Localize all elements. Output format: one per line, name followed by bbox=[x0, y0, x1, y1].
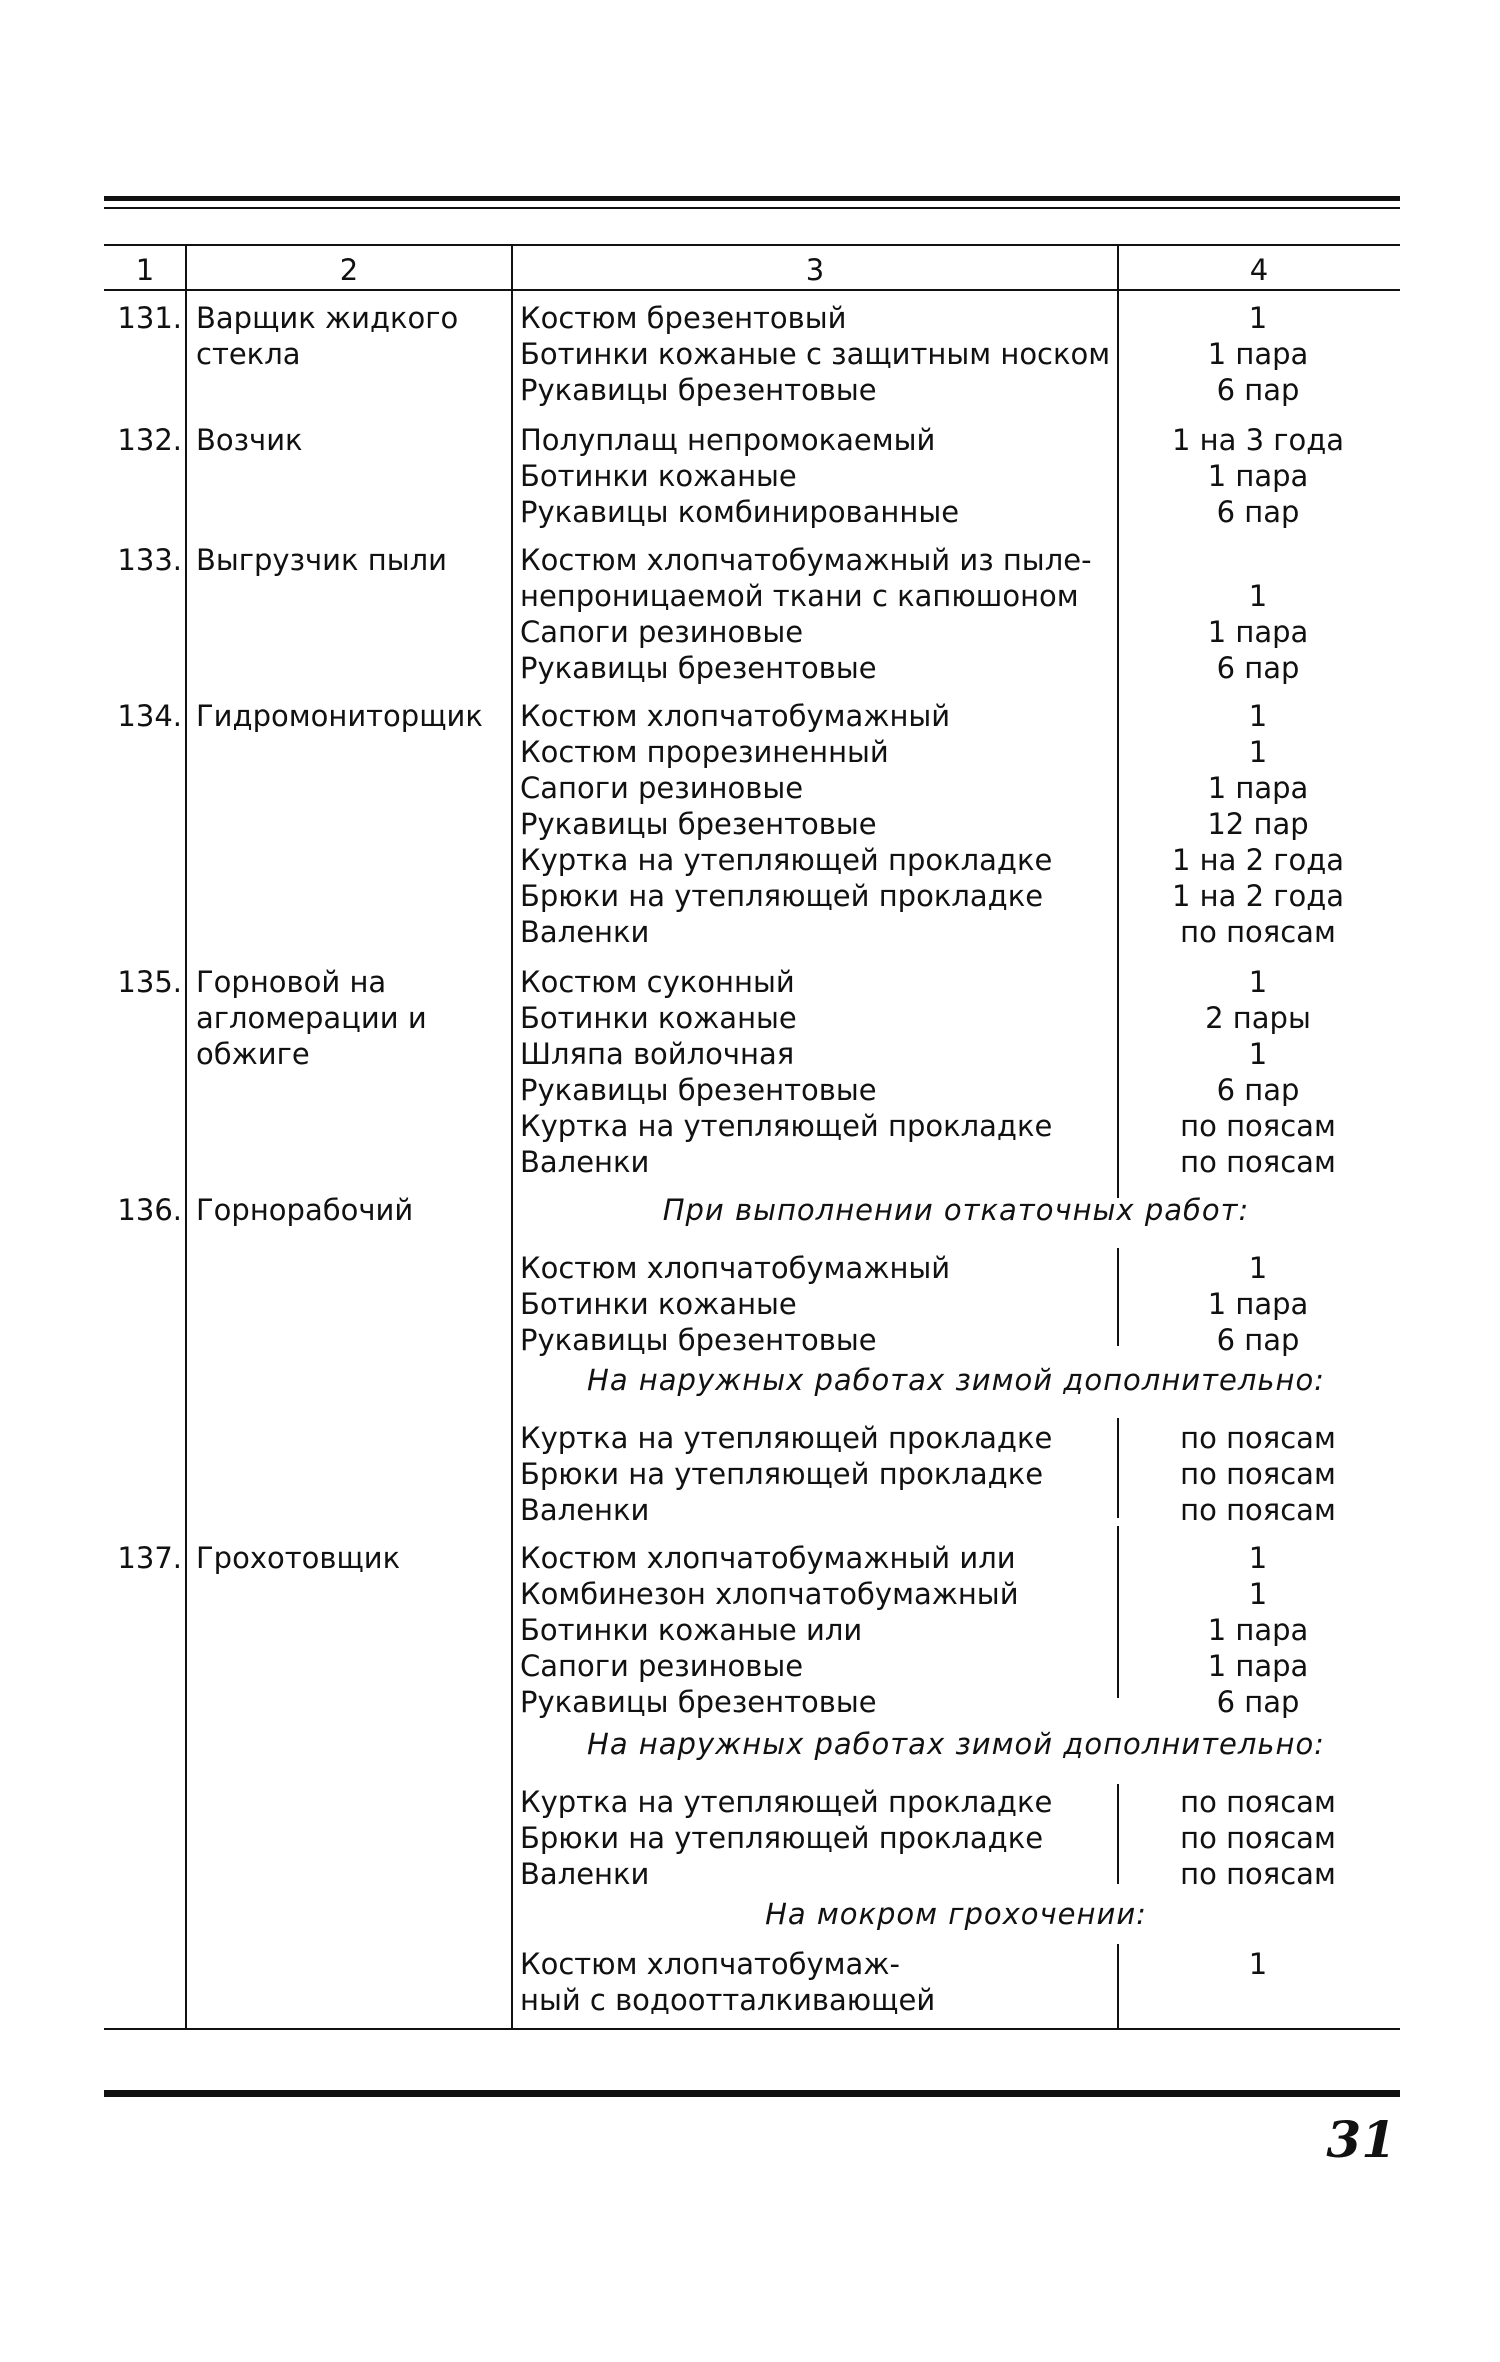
item: Валенки bbox=[520, 915, 650, 949]
item: Валенки bbox=[520, 1493, 650, 1527]
quantity: 2 пары bbox=[1205, 1001, 1311, 1035]
profession-name: Гидромониторщик bbox=[196, 699, 483, 733]
item: Ботинки кожаные bbox=[520, 1001, 797, 1035]
profession-name: Выгрузчик пыли bbox=[196, 543, 447, 577]
item: Костюм суконный bbox=[520, 965, 795, 999]
quantity: 1 bbox=[1248, 1251, 1268, 1285]
item: Валенки bbox=[520, 1857, 650, 1891]
quantity: 1 пара bbox=[1207, 1613, 1309, 1647]
quantity: 6 пар bbox=[1216, 1073, 1300, 1107]
profession-name: Возчик bbox=[196, 423, 303, 457]
item: Сапоги резиновые bbox=[520, 615, 804, 649]
item: Полуплащ непромокаемый bbox=[520, 423, 936, 457]
quantity: по поясам bbox=[1180, 1493, 1336, 1527]
item: ный с водоотталкивающей bbox=[520, 1983, 936, 2017]
row-number: 133. bbox=[117, 543, 182, 577]
item: Рукавицы комбинированные bbox=[520, 495, 960, 529]
item: Рукавицы брезентовые bbox=[520, 651, 877, 685]
item: Сапоги резиновые bbox=[520, 1649, 804, 1683]
row-number: 137. bbox=[117, 1541, 182, 1575]
profession-name: Варщик жидкого стекла bbox=[196, 301, 459, 371]
item: Рукавицы брезентовые bbox=[520, 373, 877, 407]
item: Костюм хлопчатобумажный bbox=[520, 1251, 951, 1285]
quantity: 6 пар bbox=[1216, 495, 1300, 529]
item: Сапоги резиновые bbox=[520, 771, 804, 805]
quantity: 1 на 3 года bbox=[1171, 423, 1345, 457]
quantity: 1 bbox=[1248, 1577, 1268, 1611]
quantity: 1 bbox=[1248, 965, 1268, 999]
header-col-2: 2 bbox=[339, 253, 359, 287]
item: Ботинки кожаные bbox=[520, 1287, 797, 1321]
quantity: 1 bbox=[1248, 1541, 1268, 1575]
top-rule-thin bbox=[104, 207, 1400, 209]
quantity: 1 bbox=[1248, 1037, 1268, 1071]
item: Куртка на утепляющей прокладке bbox=[520, 1421, 1053, 1455]
quantity: по поясам bbox=[1180, 1109, 1336, 1143]
quantity: 6 пар bbox=[1216, 1685, 1300, 1719]
header-col-3: 3 bbox=[805, 253, 825, 287]
item: Костюм хлопчатобумажный из пыле- bbox=[520, 543, 1092, 577]
row-number: 134. bbox=[117, 699, 182, 733]
header-col-4: 4 bbox=[1249, 253, 1269, 287]
item: Рукавицы брезентовые bbox=[520, 1685, 877, 1719]
header-rule-top bbox=[104, 244, 1400, 246]
item: Ботинки кожаные или bbox=[520, 1613, 863, 1647]
section-note: На наружных работах зимой дополнительно: bbox=[587, 1363, 1325, 1397]
quantity: 1 на 2 года bbox=[1171, 843, 1345, 877]
col-separator-2 bbox=[511, 244, 513, 2030]
section-note: При выполнении откаточных работ: bbox=[662, 1193, 1250, 1227]
item: Валенки bbox=[520, 1145, 650, 1179]
table-bottom-rule bbox=[104, 2028, 1400, 2030]
item: Куртка на утепляющей прокладке bbox=[520, 1109, 1053, 1143]
section-note: На мокром грохочении: bbox=[765, 1897, 1147, 1931]
bottom-rule-thick bbox=[104, 2090, 1400, 2097]
item: Рукавицы брезентовые bbox=[520, 807, 877, 841]
quantity: по поясам bbox=[1180, 1457, 1336, 1491]
item: Костюм брезентовый bbox=[520, 301, 847, 335]
item: Брюки на утепляющей прокладке bbox=[520, 1457, 1044, 1491]
profession-name: Горнорабочий bbox=[196, 1193, 414, 1227]
quantity: 1 bbox=[1248, 699, 1268, 733]
item: Рукавицы брезентовые bbox=[520, 1073, 877, 1107]
quantity: 1 пара bbox=[1207, 1287, 1309, 1321]
row-number: 135. bbox=[117, 965, 182, 999]
item: Куртка на утепляющей прокладке bbox=[520, 1785, 1053, 1819]
quantity: по поясам bbox=[1180, 1821, 1336, 1855]
quantity: по поясам bbox=[1180, 1857, 1336, 1891]
profession-name: Грохотовщик bbox=[196, 1541, 401, 1575]
row-number: 132. bbox=[117, 423, 182, 457]
quantity: 6 пар bbox=[1216, 373, 1300, 407]
quantity: 1 пара bbox=[1207, 1649, 1309, 1683]
section-note: На наружных работах зимой дополнительно: bbox=[587, 1727, 1325, 1761]
row-number: 136. bbox=[117, 1193, 182, 1227]
top-rule-thick bbox=[104, 196, 1400, 201]
quantity: 6 пар bbox=[1216, 651, 1300, 685]
item: Рукавицы брезентовые bbox=[520, 1323, 877, 1357]
item: Ботинки кожаные bbox=[520, 459, 797, 493]
quantity: 1 bbox=[1248, 735, 1268, 769]
quantity: 1 на 2 года bbox=[1171, 879, 1345, 913]
quantity: по поясам bbox=[1180, 1421, 1336, 1455]
row-number: 131. bbox=[117, 301, 182, 335]
item: Костюм хлопчатобумаж- bbox=[520, 1947, 900, 1981]
quantity: 1 пара bbox=[1207, 771, 1309, 805]
quantity: по поясам bbox=[1180, 1785, 1336, 1819]
item: Брюки на утепляющей прокладке bbox=[520, 1821, 1044, 1855]
item: Комбинезон хлопчатобумажный bbox=[520, 1577, 1019, 1611]
quantity: 1 пара bbox=[1207, 459, 1309, 493]
quantity: 1 bbox=[1248, 579, 1268, 613]
header-rule-bottom bbox=[104, 289, 1400, 291]
header-col-1: 1 bbox=[135, 253, 155, 287]
quantity: 1 bbox=[1248, 1947, 1268, 1981]
item: Костюм хлопчатобумажный bbox=[520, 699, 951, 733]
item: Костюм хлопчатобумажный или bbox=[520, 1541, 1016, 1575]
page-number: 31 bbox=[1326, 2110, 1396, 2169]
quantity: 6 пар bbox=[1216, 1323, 1300, 1357]
quantity: 1 пара bbox=[1207, 615, 1309, 649]
col-separator-1 bbox=[185, 244, 187, 2030]
profession-name: Горновой на агломерации и обжиге bbox=[196, 965, 427, 1071]
item: Ботинки кожаные с защитным носком bbox=[520, 337, 1111, 371]
quantity: 1 пара bbox=[1207, 337, 1309, 371]
quantity: по поясам bbox=[1180, 1145, 1336, 1179]
quantity: 12 пар bbox=[1207, 807, 1309, 841]
quantity: 1 bbox=[1248, 301, 1268, 335]
quantity: по поясам bbox=[1180, 915, 1336, 949]
item: Костюм прорезиненный bbox=[520, 735, 889, 769]
item: непроницаемой ткани с капюшоном bbox=[520, 579, 1079, 613]
item: Брюки на утепляющей прокладке bbox=[520, 879, 1044, 913]
item: Куртка на утепляющей прокладке bbox=[520, 843, 1053, 877]
item: Шляпа войлочная bbox=[520, 1037, 795, 1071]
